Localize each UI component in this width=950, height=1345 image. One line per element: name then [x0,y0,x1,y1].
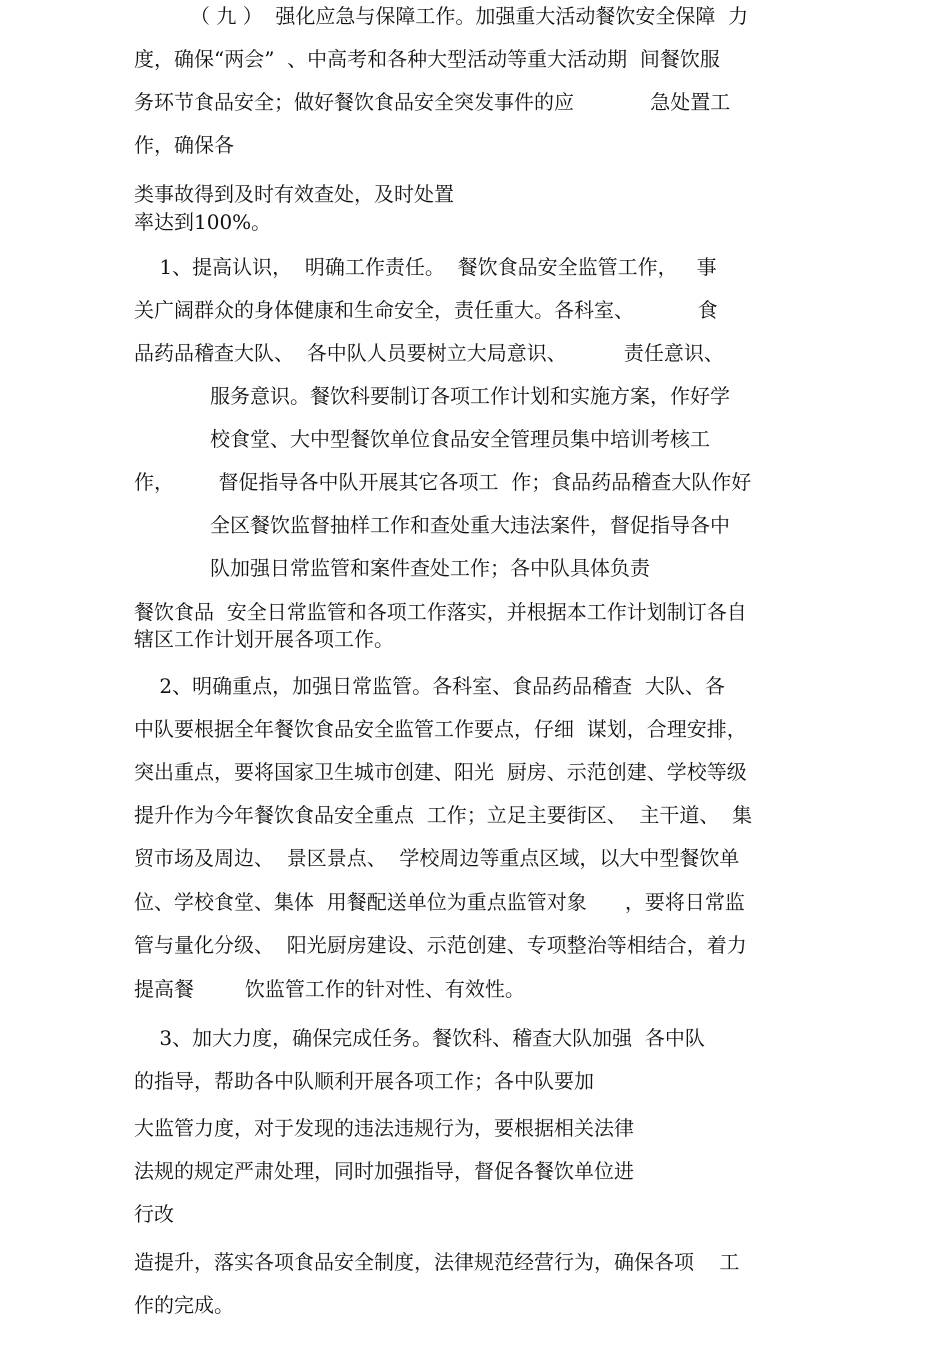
text-line: 的指导，帮助各中队顺利开展各项工作；各中队要加 [134,1069,594,1093]
text-line: 突出重点，要将国家卫生城市创建、阳光 厨房、示范创建、学校等级 [134,760,747,784]
text-line: 作， 督促指导各中队开展其它各项工 作；食品药品稽查大队作好 [134,470,752,494]
text-line: 3、加大力度，确保完成任务。餐饮科、稽查大队加强 各中队 [134,1026,705,1050]
text-line: 校食堂、大中型餐饮单位食品安全管理员集中培训考核工 [210,427,710,451]
text-line: 服务意识。餐饮科要制订各项工作计划和实施方案，作好学 [210,384,730,408]
text-line: 类事故得到及时有效查处，及时处置 [134,182,454,206]
text-line: 造提升，落实各项食品安全制度，法律规范经营行为，确保各项 工 [134,1250,740,1274]
text-line: 度，确保“两会” 、中高考和各种大型活动等重大活动期 间餐饮服 [134,47,720,71]
text-line: 法规的规定严肃处理，同时加强指导，督促各餐饮单位进 [134,1159,634,1183]
text-line: 大监管力度，对于发现的违法违规行为，要根据相关法律 [134,1116,634,1140]
text-line: 全区餐饮监督抽样工作和查处重大违法案件，督促指导各中 [210,513,730,537]
text-line: 作的完成。 [134,1293,234,1317]
text-line: 提升作为今年餐饮食品安全重点 工作；立足主要街区、 主干道、 集 [134,803,753,827]
text-line: 辖区工作计划开展各项工作。 [134,627,394,651]
text-line: 务环节食品安全；做好餐饮食品安全突发事件的应 急处置工 [134,90,731,114]
text-line: 管与量化分级、 阳光厨房建设、示范创建、专项整治等相结合，着力 [134,933,747,957]
text-line: 1、提高认识， 明确工作责任。 餐饮食品安全监管工作， 事 [134,255,717,279]
text-line: 作，确保各 [134,133,234,157]
text-line: 率达到100%。 [134,210,272,234]
text-line: 餐饮食品 安全日常监管和各项工作落实，并根据本工作计划制订各自 [134,600,747,624]
text-line: 队加强日常监管和案件查处工作；各中队具体负责 [210,556,650,580]
text-line: （ 九 ） 强化应急与保障工作。加强重大活动餐饮安全保障 力 [190,4,749,28]
text-line: 2、明确重点，加强日常监管。各科室、食品药品稽查 大队、各 [134,674,725,698]
text-line: 位、学校食堂、集体 用餐配送单位为重点监管对象 ，要将日常监 [134,890,745,914]
text-line: 关广阔群众的身体健康和生命安全，责任重大。各科室、 食 [134,298,718,322]
text-line: 中队要根据全年餐饮食品安全监管工作要点，仔细 谋划，合理安排， [134,717,747,741]
text-line: 贸市场及周边、 景区景点、 学校周边等重点区域，以大中型餐饮单 [134,846,740,870]
text-line: 提高餐 饮监管工作的针对性、有效性。 [134,977,525,1001]
text-line: 行改 [134,1202,174,1226]
text-line: 品药品稽查大队、 各中队人员要树立大局意识、 责任意识、 [134,341,724,365]
